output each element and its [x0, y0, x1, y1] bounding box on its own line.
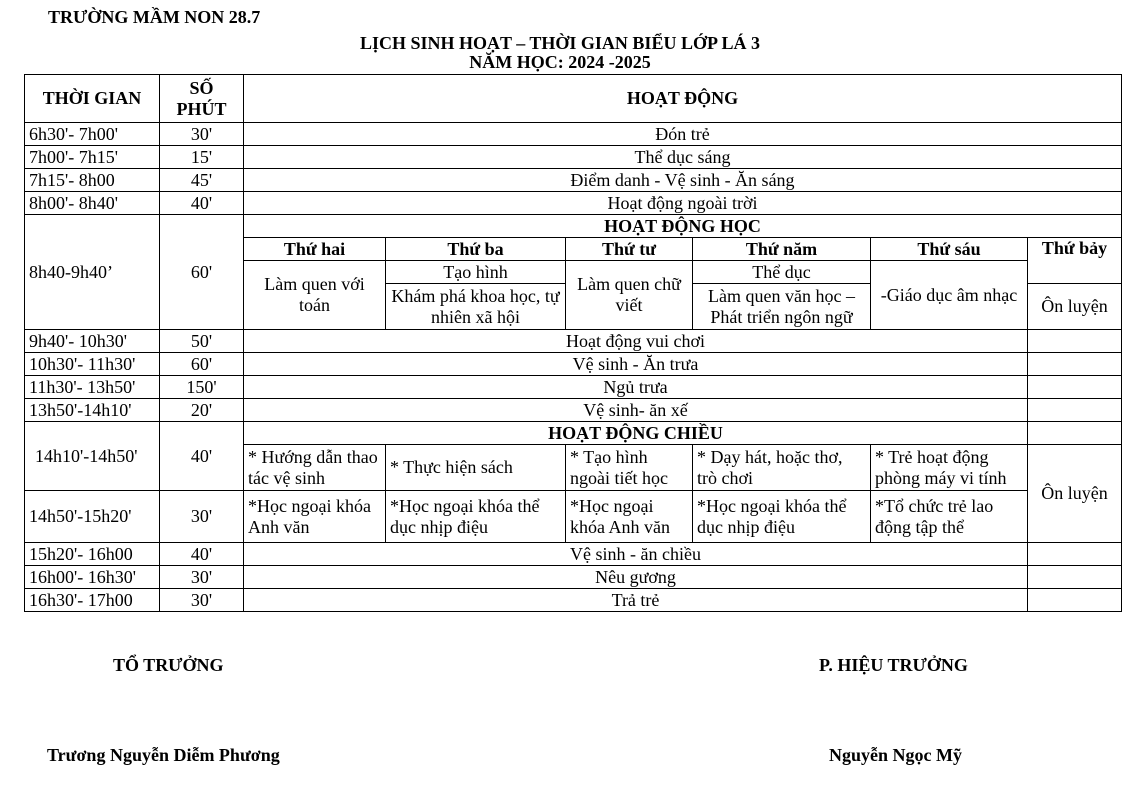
time-cell: 11h30'- 13h50'	[25, 376, 160, 399]
table-row	[25, 169, 1122, 192]
saturday-empty-cell	[1028, 376, 1122, 399]
minutes-cell: 60'	[160, 353, 244, 376]
afternoon-minutes-cell-1: 40'	[160, 422, 244, 491]
col-header-time: THỜI GIAN	[25, 75, 160, 123]
signature-left-name: Trương Nguyễn Diễm Phương	[47, 745, 280, 765]
saturday-empty-cell	[1028, 399, 1122, 422]
time-cell: 13h50'-14h10'	[25, 399, 160, 422]
saturday-empty-cell	[1028, 353, 1122, 376]
table-row	[25, 376, 1122, 399]
day-thursday: Thứ năm	[693, 238, 871, 261]
school-name: TRƯỜNG MẦM NON 28.7	[48, 7, 261, 27]
table-row	[25, 123, 1122, 146]
study-tuesday-bottom: Khám phá khoa học, tự nhiên xã hội	[386, 284, 566, 330]
table-row	[25, 543, 1122, 566]
time-cell: 10h30'- 11h30'	[25, 353, 160, 376]
study-thursday-bottom: Làm quen văn học – Phát triển ngôn ngữ	[693, 284, 871, 330]
minutes-cell: 40'	[160, 192, 244, 215]
saturday-empty-cell	[1028, 566, 1122, 589]
table-row	[25, 399, 1122, 422]
minutes-cell: 20'	[160, 399, 244, 422]
time-cell: 16h30'- 17h00	[25, 589, 160, 612]
minutes-cell: 15'	[160, 146, 244, 169]
activity-cell: Hoạt động ngoài trời	[244, 192, 1122, 215]
signature-right-name: Nguyễn Ngọc Mỹ	[829, 745, 962, 765]
time-cell: 7h00'- 7h15'	[25, 146, 160, 169]
study-saturday: Ôn luyện	[1028, 284, 1122, 330]
minutes-cell: 30'	[160, 123, 244, 146]
day-friday: Thứ sáu	[871, 238, 1028, 261]
afternoon-thursday-1: * Dạy hát, hoặc thơ, trò chơi	[693, 445, 871, 491]
saturday-empty-cell	[1028, 589, 1122, 612]
table-row	[25, 353, 1122, 376]
afternoon-saturday: Ôn luyện	[1028, 445, 1122, 543]
study-monday: Làm quen với toán	[244, 261, 386, 330]
activity-cell: Ngủ trưa	[244, 376, 1028, 399]
activity-cell: Thể dục sáng	[244, 146, 1122, 169]
saturday-empty-cell	[1028, 422, 1122, 445]
schedule-table	[24, 74, 1122, 612]
table-row	[25, 330, 1122, 353]
time-cell: 8h00'- 8h40'	[25, 192, 160, 215]
activity-cell: Điểm danh - Vệ sinh - Ăn sáng	[244, 169, 1122, 192]
afternoon-monday-2: *Học ngoại khóa Anh văn	[244, 491, 386, 543]
minutes-cell: 40'	[160, 543, 244, 566]
afternoon-minutes-cell-2: 30'	[160, 491, 244, 543]
header-row	[25, 75, 1122, 123]
activity-cell: Hoạt động vui chơi	[244, 330, 1028, 353]
activity-cell: Đón trẻ	[244, 123, 1122, 146]
afternoon-row-2	[25, 491, 1122, 543]
study-heading: HOẠT ĐỘNG HỌC	[244, 215, 1122, 238]
minutes-cell: 30'	[160, 566, 244, 589]
table-row	[25, 589, 1122, 612]
afternoon-heading: HOẠT ĐỘNG CHIỀU	[244, 422, 1028, 445]
study-heading-row	[25, 215, 1122, 238]
study-wednesday: Làm quen chữ viết	[566, 261, 693, 330]
activity-cell: Trả trẻ	[244, 589, 1028, 612]
afternoon-time-cell-2: 14h50'-15h20'	[25, 491, 160, 543]
document-title: LỊCH SINH HOẠT – THỜI GIAN BIỂU LỚP LÁ 3	[360, 33, 760, 53]
afternoon-thursday-2: *Học ngoại khóa thể dục nhịp điệu	[693, 491, 871, 543]
minutes-cell: 45'	[160, 169, 244, 192]
time-cell: 9h40'- 10h30'	[25, 330, 160, 353]
afternoon-tuesday-1: * Thực hiện sách	[386, 445, 566, 491]
saturday-empty-cell	[1028, 330, 1122, 353]
saturday-empty-cell	[1028, 543, 1122, 566]
study-minutes-cell: 60'	[160, 215, 244, 330]
afternoon-friday-2: *Tổ chức trẻ lao động tập thể	[871, 491, 1028, 543]
activity-cell: Vệ sinh - Ăn trưa	[244, 353, 1028, 376]
day-wednesday: Thứ tư	[566, 238, 693, 261]
afternoon-monday-1: * Hướng dẫn thao tác vệ sinh	[244, 445, 386, 491]
afternoon-tuesday-2: *Học ngoại khóa thể dục nhịp điệu	[386, 491, 566, 543]
activity-cell: Vệ sinh - ăn chiều	[244, 543, 1028, 566]
time-cell: 7h15'- 8h00	[25, 169, 160, 192]
afternoon-wednesday-2: *Học ngoại khóa Anh văn	[566, 491, 693, 543]
study-time-cell: 8h40-9h40’	[25, 215, 160, 330]
day-monday: Thứ hai	[244, 238, 386, 261]
day-saturday: Thứ bảy	[1028, 238, 1122, 284]
day-tuesday: Thứ ba	[386, 238, 566, 261]
col-header-activity: HOẠT ĐỘNG	[244, 75, 1122, 123]
activity-cell: Nêu gương	[244, 566, 1028, 589]
minutes-cell: 50'	[160, 330, 244, 353]
study-tuesday-top: Tạo hình	[386, 261, 566, 284]
afternoon-heading-row	[25, 422, 1122, 445]
table-row	[25, 192, 1122, 215]
col-header-minutes: SỐ PHÚT	[160, 75, 244, 123]
minutes-cell: 30'	[160, 589, 244, 612]
signature-left-title: TỔ TRƯỞNG	[113, 655, 224, 675]
table-row	[25, 146, 1122, 169]
afternoon-time-cell-1: 14h10'-14h50'	[25, 422, 160, 491]
afternoon-friday-1: * Trẻ hoạt động phòng máy vi tính	[871, 445, 1028, 491]
afternoon-wednesday-1: * Tạo hình ngoài tiết học	[566, 445, 693, 491]
table-row	[25, 566, 1122, 589]
activity-cell: Vệ sinh- ăn xế	[244, 399, 1028, 422]
school-year: NĂM HỌC: 2024 -2025	[469, 52, 651, 72]
time-cell: 16h00'- 16h30'	[25, 566, 160, 589]
minutes-cell: 150'	[160, 376, 244, 399]
study-thursday-top: Thể dục	[693, 261, 871, 284]
time-cell: 15h20'- 16h00	[25, 543, 160, 566]
time-cell: 6h30'- 7h00'	[25, 123, 160, 146]
signature-right-title: P. HIỆU TRƯỞNG	[819, 655, 968, 675]
study-friday: -Giáo dục âm nhạc	[871, 261, 1028, 330]
